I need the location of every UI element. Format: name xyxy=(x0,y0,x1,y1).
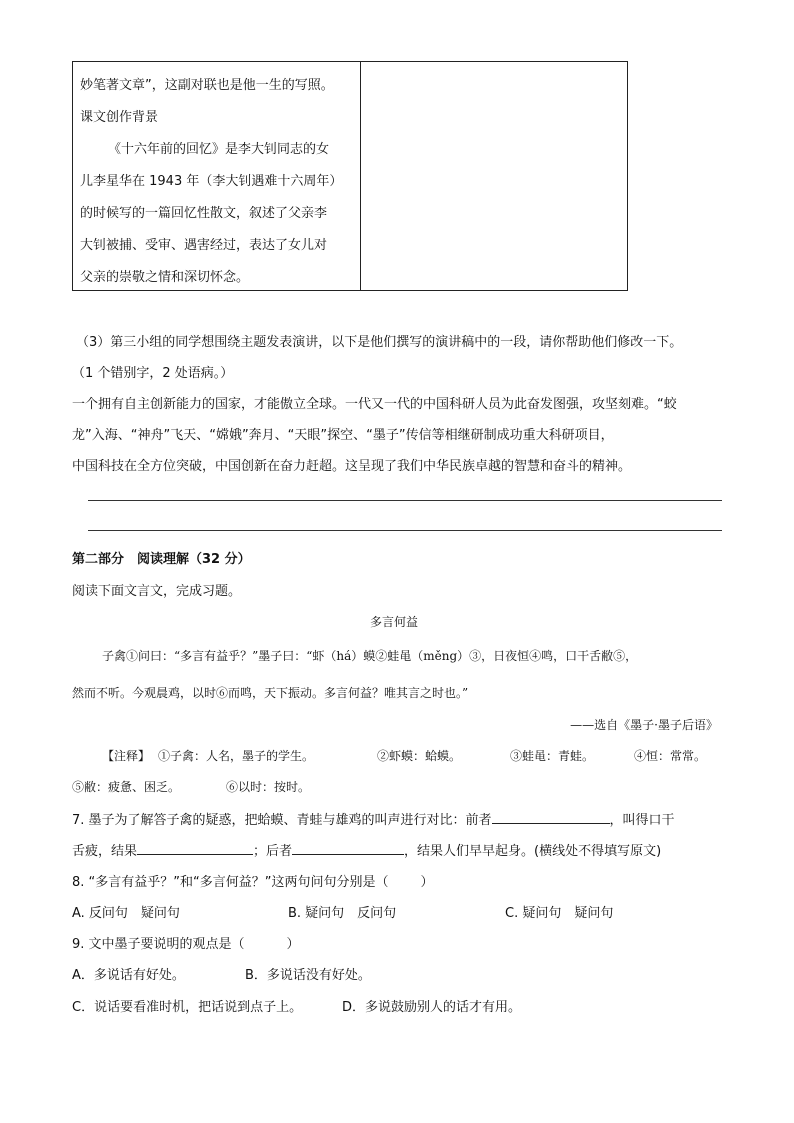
q7-line xyxy=(72,840,661,859)
note-item: ④恒：常常。 xyxy=(634,749,707,763)
q9-stem xyxy=(72,933,300,952)
q9-stem-text: ） xyxy=(286,937,300,952)
q3-requirement: （1 个错别字，2 处语病。） xyxy=(72,366,234,381)
notes-label: 【注释】 xyxy=(102,749,151,763)
note-item: ⑥以时：按时。 xyxy=(226,780,311,794)
background-table xyxy=(72,61,628,291)
q7-blank[interactable] xyxy=(292,840,404,855)
answer-line[interactable] xyxy=(88,530,722,531)
q9-option-d[interactable]: D．多说鼓励别人的话才有用。 xyxy=(342,1000,522,1015)
q8-option-c[interactable]: C. 疑问句 疑问句 xyxy=(505,906,614,921)
q3-prompt: （3）第三小组的同学想围绕主题发表演讲，以下是他们撰写的演讲稿中的一段，请你帮助他们修改一下。 xyxy=(76,335,683,350)
q7-line xyxy=(72,809,675,828)
q9-stem-text: 9. 文中墨子要说明的观点是（ xyxy=(72,937,245,952)
q9-option-b[interactable]: B．多说话没有好处。 xyxy=(245,968,371,983)
note-item: ①子禽：人名，墨子的学生。 xyxy=(158,749,315,763)
table-line: 父亲的崇敬之情和深切怀念。 xyxy=(80,270,250,285)
answer-line[interactable] xyxy=(88,500,722,501)
q8-option-a[interactable]: A. 反问句 疑问句 xyxy=(72,906,180,921)
q8-stem xyxy=(72,871,434,890)
q7-text: ；后者 xyxy=(253,844,293,859)
passage-line: 子禽①问曰：“多言有益乎？”墨子曰：“虾（há）蟆②蛙黾（měng）③，日夜恒④鸣，口干舌敝⑤， xyxy=(102,649,638,663)
table-line: 儿李星华在 1943 年（李大钊遇难十六周年） xyxy=(80,174,343,189)
q8-option-b[interactable]: B. 疑问句 反问句 xyxy=(288,906,397,921)
table-line: 课文创作背景 xyxy=(80,110,159,125)
q7-text: 舌疲，结果 xyxy=(72,844,138,859)
section-heading: 第二部分 阅读理解（32 分） xyxy=(72,552,251,567)
table-line: 妙笔著文章”，这副对联也是他一生的写照。 xyxy=(80,78,334,93)
q3-passage-line: 龙”入海、“神舟”飞天、“嫦娥”奔月、“天眼”探空、“墨子”传信等相继研制成功重大科研项目， xyxy=(72,428,614,443)
q7-blank[interactable] xyxy=(137,840,253,855)
note-item: ③蛙黾：青蛙。 xyxy=(510,749,595,763)
table-line: 《十六年前的回忆》是李大钊同志的女 xyxy=(108,142,330,157)
table-line: 的时候写的一篇回忆性散文，叙述了父亲李 xyxy=(80,206,328,221)
q7-blank[interactable] xyxy=(492,809,610,824)
q7-text: ，结果人们早早起身。(横线处不得填写原文) xyxy=(404,844,662,859)
note-item: ②虾蟆：蛤蟆。 xyxy=(377,749,462,763)
q7-text: 7. 墨子为了解答子禽的疑惑，把蛤蟆、青蛙与雄鸡的叫声进行对比：前者 xyxy=(72,813,492,828)
note-item: ⑤敝：疲惫、困乏。 xyxy=(72,780,181,794)
passage-title: 多言何益 xyxy=(370,615,419,629)
passage-source: ——选自《墨子·墨子后语》 xyxy=(570,718,718,732)
q8-stem-text: ） xyxy=(420,875,434,890)
q3-passage-line: 一个拥有自主创新能力的国家，才能傲立全球。一代又一代的中国科研人员为此奋发图强，攻坚刻难。“蛟 xyxy=(72,397,677,412)
q9-option-c[interactable]: C．说话要看准时机，把话说到点子上。 xyxy=(72,1000,303,1015)
q3-passage-line: 中国科技在全方位突破，中国创新在奋力赶超。这呈现了我们中华民族卓越的智慧和奋斗的精神。 xyxy=(72,459,632,474)
q8-stem-text: 8. “多言有益乎？”和“多言何益？”这两句问句分别是（ xyxy=(72,875,389,890)
q7-text: ，叫得口干 xyxy=(609,813,675,828)
table-line: 大钊被捕、受审、遇害经过，表达了女儿对 xyxy=(80,238,328,253)
table-right-cell xyxy=(361,62,628,291)
reading-instruction: 阅读下面文言文，完成习题。 xyxy=(72,584,242,599)
table-left-cell xyxy=(73,62,361,291)
q9-option-a[interactable]: A．多说话有好处。 xyxy=(72,968,185,983)
passage-line: 然而不听。今观晨鸡，以时⑥而鸣，天下振动。多言何益？唯其言之时也。” xyxy=(72,686,469,700)
